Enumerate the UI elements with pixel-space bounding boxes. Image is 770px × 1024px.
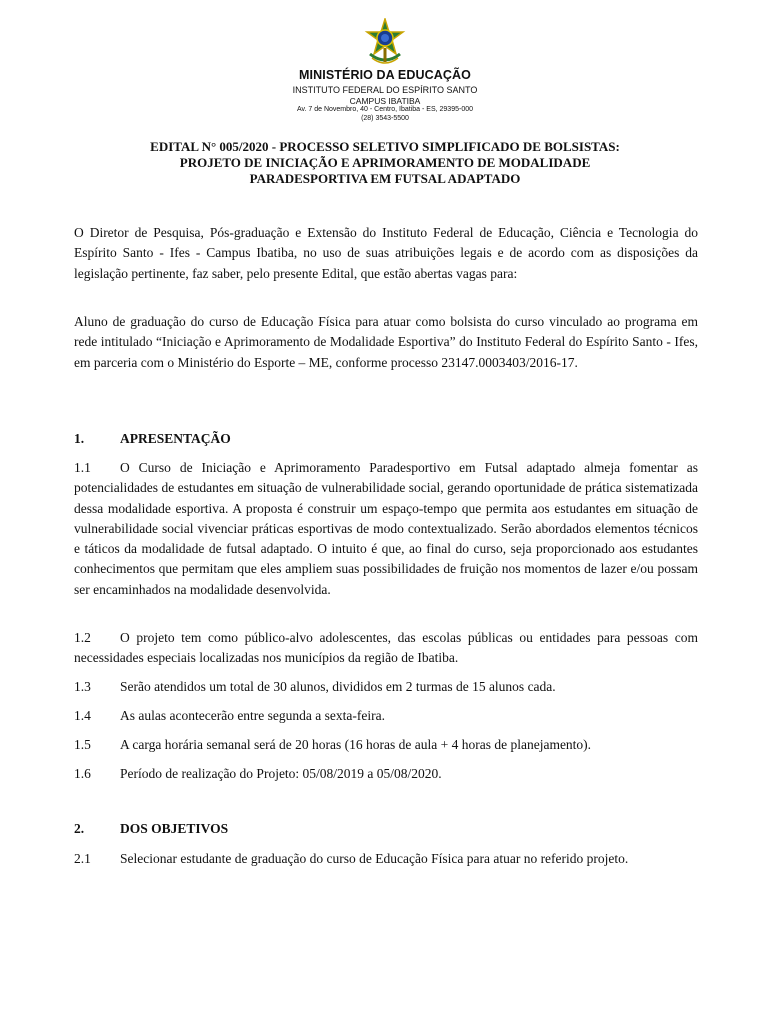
clause-text: Selecionar estudante de graduação do curso de Educação Física para atuar no referido projeto. xyxy=(120,851,629,866)
address: Av. 7 de Novembro, 40 - Centro, Ibatiba - ES, 29395-000 xyxy=(296,106,473,113)
title-line-3: PARADESPORTIVA EM FUTSAL ADAPTADO xyxy=(249,171,521,186)
clause-text: As aulas acontecerão entre segunda a sexta-feira. xyxy=(120,708,385,723)
document-title xyxy=(60,139,710,187)
section-number: 2. xyxy=(74,821,85,836)
title-line-2: PROJETO DE INICIAÇÃO E APRIMORAMENTO DE MODALIDADE xyxy=(179,155,591,170)
clause-1-5 xyxy=(74,735,698,755)
clause-number: 1.2 xyxy=(74,630,91,645)
campus-name: CAMPUS IBATIBA xyxy=(349,96,421,106)
title-line-1: EDITAL N° 005/2020 - PROCESSO SELETIVO SIMPLIFICADO DE BOLSISTAS: xyxy=(150,139,620,154)
clause-1-3 xyxy=(74,677,698,697)
institute-name: INSTITUTO FEDERAL DO ESPÍRITO SANTO xyxy=(292,85,478,95)
intro-paragraph: O Diretor de Pesquisa, Pós-graduação e Extensão do Instituto Federal de Educação, Ciência e Tecnologia do Espírito Santo - Ifes - Campus Ibatiba, no uso de suas atribuições legais e de acordo com as disposições da legislação pertinente, faz saber, pelo presente Edital, que estão abertas vagas para: xyxy=(74,225,698,281)
phone-number: (28) 3543-5500 xyxy=(361,115,409,122)
coat-of-arms-icon xyxy=(360,18,410,68)
clause-number: 2.1 xyxy=(74,851,91,866)
clause-number: 1.4 xyxy=(74,708,91,723)
clause-text: O projeto tem como público-alvo adolescentes, das escolas públicas ou entidades para pessoas com necessidades especiais localizadas nos municípios da região de Ibatiba. xyxy=(74,630,698,666)
clause-2-1 xyxy=(74,849,698,869)
clause-1-1 xyxy=(74,458,698,600)
clause-text: O Curso de Iniciação e Aprimoramento Paradesportivo em Futsal adaptado almeja fomentar as potencialidades de estudantes em situação de vulnerabilidade social, gerando oportunidade de prática sistematizada dessa modalidade esportiva. A proposta é construir um espaço-tempo que permita aos estudantes em situação de vulnerabilidade social vivenciar práticas esportivas de modo contextualizado. Serão abordados elementos técnicos e táticos da modalidade de futsal adaptado. O intuito é que, ao final do curso, seja proporcionado aos estudantes conhecimentos que permitam que eles ampliem suas possibilidades de fruição nos momentos de lazer e/ou possam ser encaminhados na modalidade desenvolvida. xyxy=(74,460,698,597)
section-title: APRESENTAÇÃO xyxy=(120,431,231,446)
clause-number: 1.1 xyxy=(74,460,91,475)
clause-number: 1.6 xyxy=(74,766,91,781)
clause-text: Período de realização do Projeto: 05/08/2019 a 05/08/2020. xyxy=(120,766,442,781)
section-title: DOS OBJETIVOS xyxy=(120,821,229,836)
clause-text: Serão atendidos um total de 30 alunos, divididos em 2 turmas de 15 alunos cada. xyxy=(120,679,556,694)
clause-1-2 xyxy=(74,628,698,669)
clause-number: 1.5 xyxy=(74,737,91,752)
clause-1-6 xyxy=(74,764,698,784)
clause-number: 1.3 xyxy=(74,679,91,694)
student-paragraph: Aluno de graduação do curso de Educação Física para atuar como bolsista do curso vinculado ao programa em rede intitulado “Iniciação e Aprimoramento de Modalidade Esportiva” do Instituto Federal do Espírito Santo - Ifes, em parceria com o Ministério do Esporte – ME, conforme processo 23147.0003403/2016-17. xyxy=(74,314,698,370)
ministry-name: MINISTÉRIO DA EDUCAÇÃO xyxy=(299,68,471,82)
clause-1-4 xyxy=(74,706,698,726)
clause-text: A carga horária semanal será de 20 horas (16 horas de aula + 4 horas de planejamento). xyxy=(120,737,592,752)
section-number: 1. xyxy=(74,431,85,446)
